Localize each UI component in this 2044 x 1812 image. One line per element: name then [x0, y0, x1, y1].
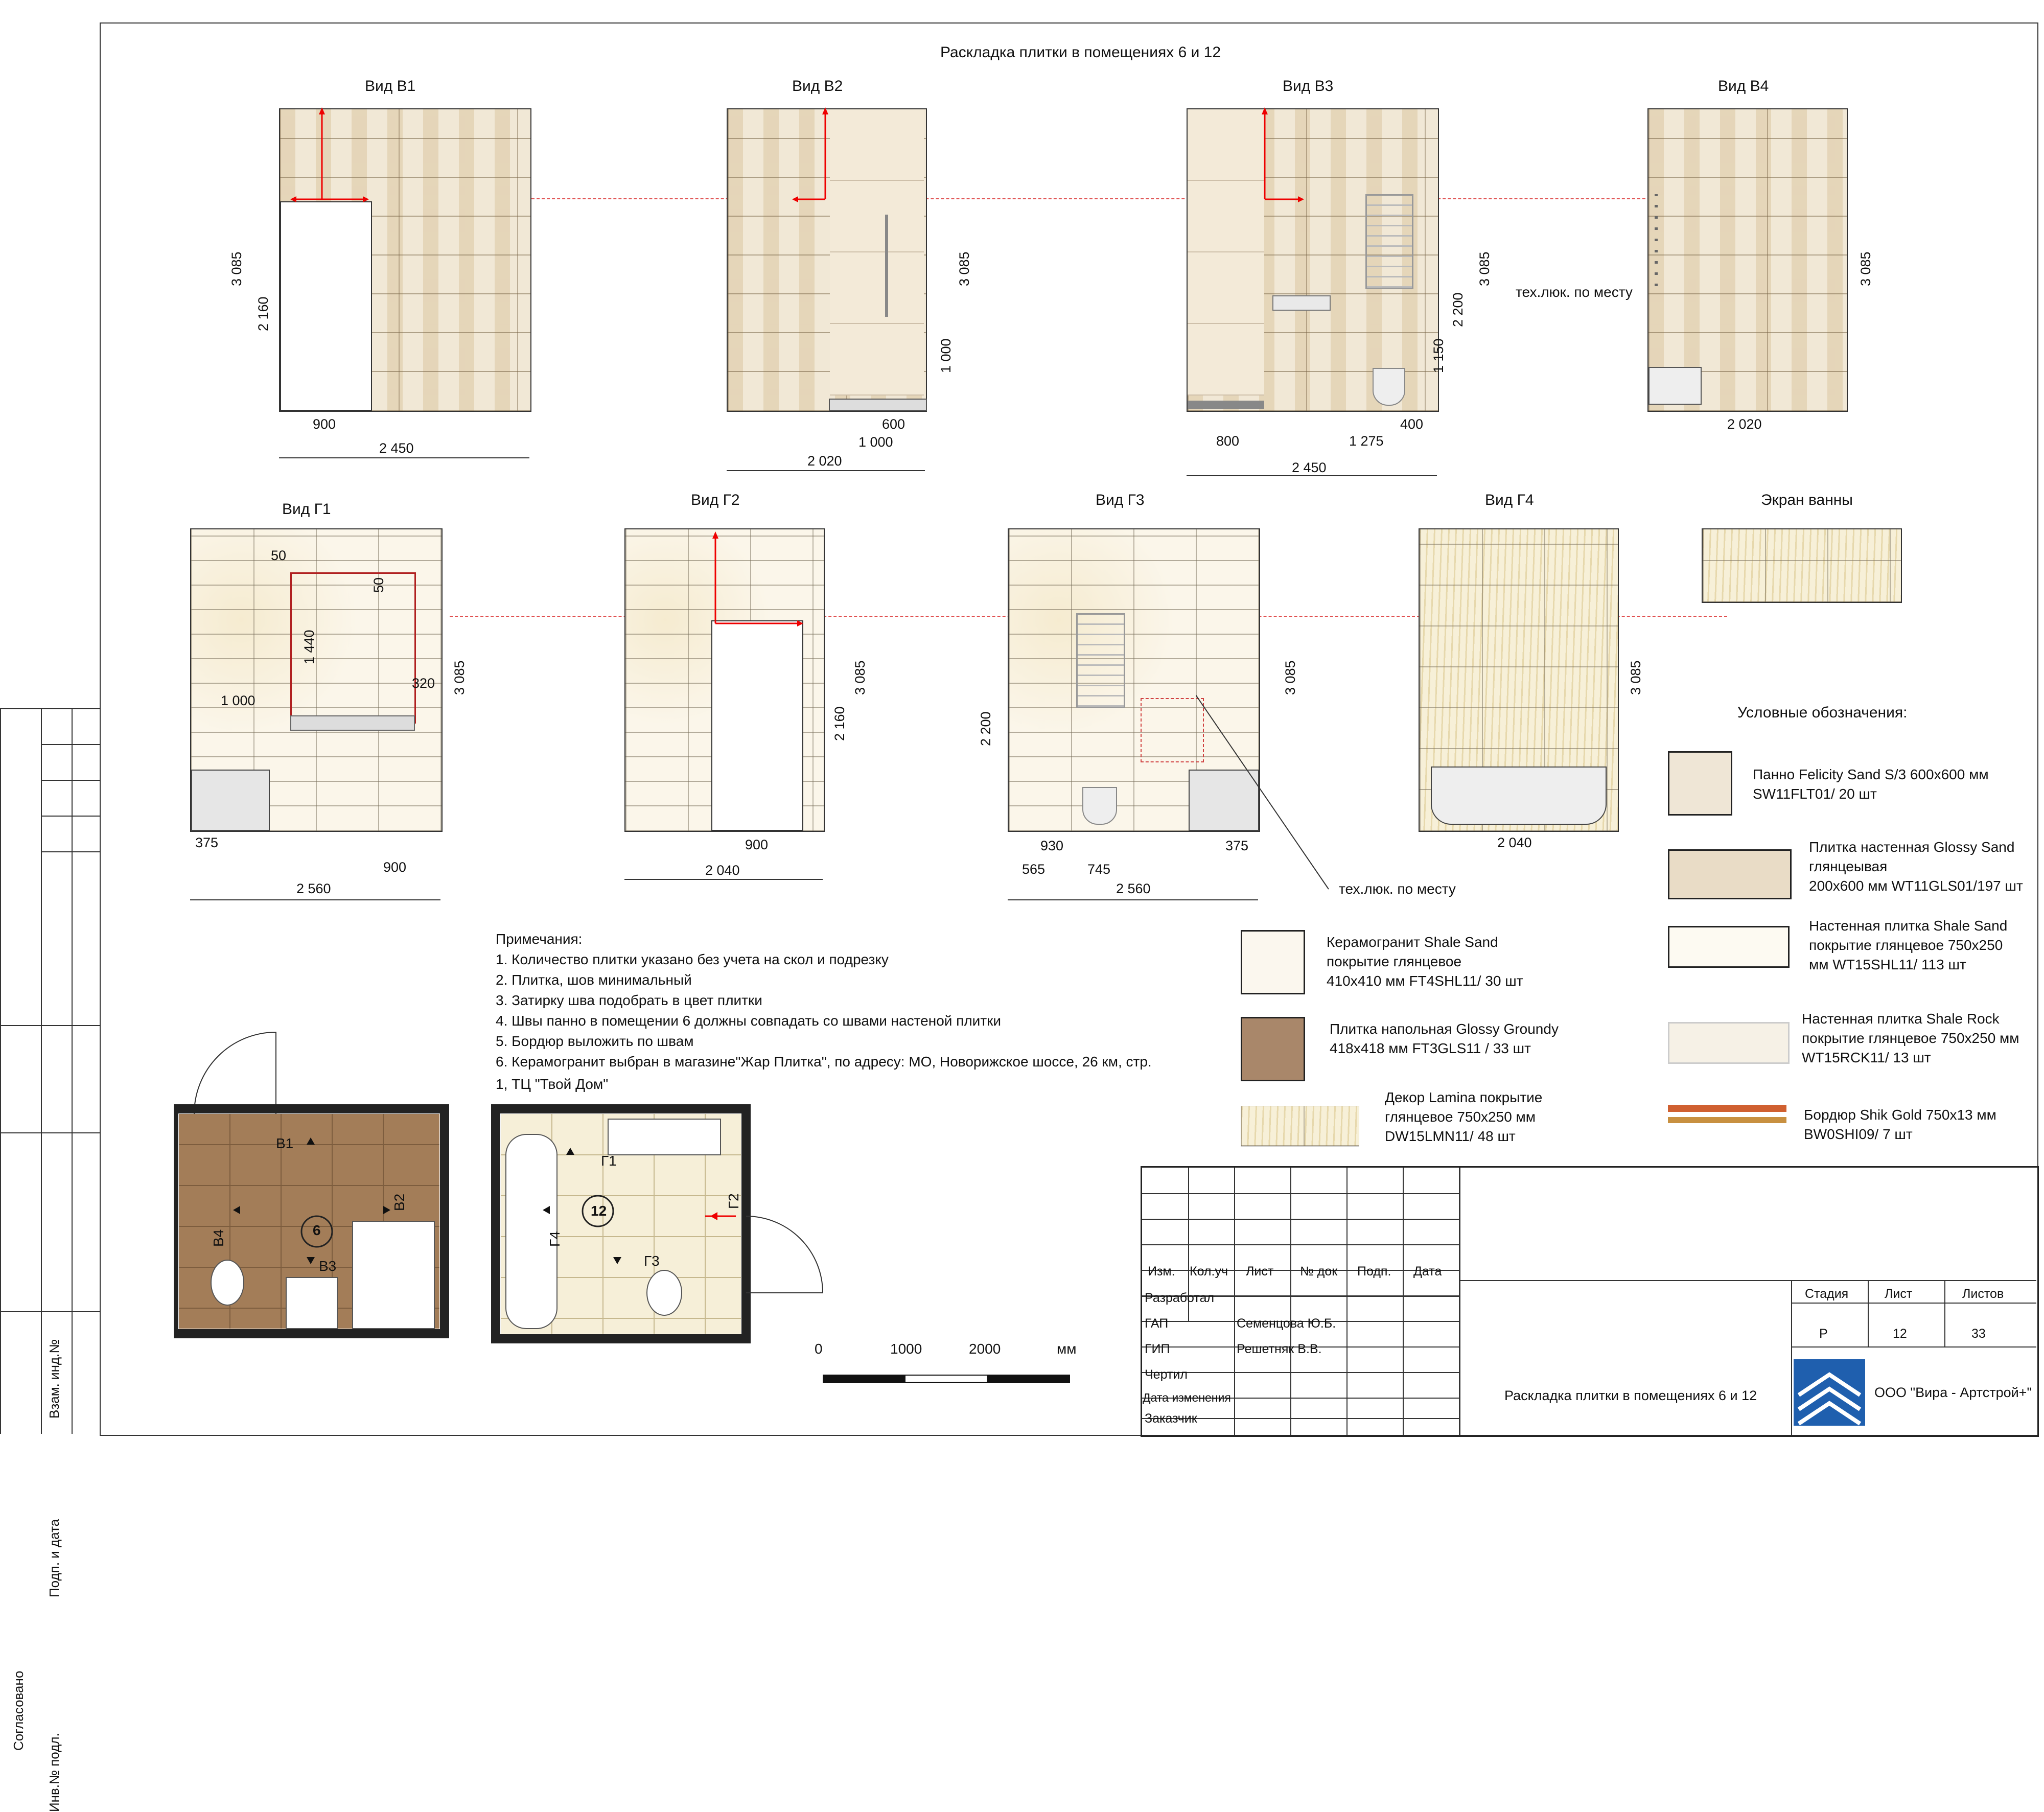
view-b3-dim-1150: 1 150 [1431, 338, 1446, 373]
view-g3-dim-height: 3 085 [1283, 660, 1298, 695]
view-b2-dimline [727, 470, 925, 471]
scale-tick-1000: 1000 [890, 1341, 922, 1357]
view-b4-wall [1647, 108, 1848, 412]
level-line-top [526, 198, 1671, 199]
tb-sheet-value: 12 [1893, 1327, 1907, 1341]
view-g1-dim-height: 3 085 [452, 660, 467, 695]
plan6-label-b2: В2 [391, 1193, 407, 1211]
view-b2-dim-width: 2 020 [807, 453, 842, 469]
legend-border-line2: BW0SHI09/ 7 шт [1804, 1126, 1913, 1142]
legend-glossy-line1: Плитка настенная Glossy Sand [1809, 839, 2015, 855]
view-b3-sink [1272, 295, 1331, 311]
view-g4-title: Вид Г4 [1485, 492, 1534, 508]
plan12-room-number: 12 [591, 1203, 607, 1219]
view-b3-arrows [1247, 102, 1308, 204]
tb-name-gap: Семенцова Ю.Б. [1237, 1316, 1336, 1331]
tb-sheet-header: Лист [1885, 1287, 1913, 1301]
view-b3-dimline [1187, 475, 1437, 476]
note-6: 6. Керамогранит выбран в магазине"Жар Плитка", по адресу: МО, Новорижское шоссе, 26 км, стр. [496, 1054, 1152, 1070]
stamp-inventory: Инв.№ подл. [47, 1733, 62, 1812]
view-g1-bidet [191, 770, 270, 831]
tb-role-change-date: Дата изменения [1143, 1391, 1231, 1404]
view-g3-dimline [1008, 899, 1258, 900]
plan6-label-b3: В3 [319, 1258, 337, 1274]
view-g2-dim-door-width: 900 [745, 837, 769, 852]
legend-lamina-line1: Декор Lamina покрытие [1385, 1089, 1543, 1105]
tb-stage-header: Стадия [1805, 1287, 1849, 1301]
view-b4-bidet [1648, 367, 1702, 405]
legend-glossy-line2: глянцеывая [1809, 858, 1888, 874]
side-stamp [0, 708, 100, 1812]
view-b2-dim-shower-height: 1 000 [938, 338, 954, 373]
view-b1-title: Вид В1 [365, 78, 416, 95]
plan12-label-g4: Г4 [547, 1231, 563, 1247]
view-g1-title: Вид Г1 [282, 501, 331, 518]
floor-plan-room-6 [174, 1017, 450, 1344]
tb-role-gap: ГАП [1145, 1316, 1169, 1331]
stamp-agreed: Согласовано [11, 1670, 26, 1751]
view-g3-title: Вид Г3 [1096, 492, 1145, 508]
tb-role-client: Заказчик [1145, 1411, 1197, 1426]
legend-swatch-porcelain [1241, 930, 1305, 994]
view-g1-dim-375: 375 [195, 835, 219, 850]
legend-lamina-line2: глянцевое 750x250 мм [1385, 1109, 1536, 1125]
view-g1-dim-1440: 1 440 [301, 630, 317, 664]
view-g3-dim-2200: 2 200 [978, 711, 993, 746]
legend-shale-rock-line2: покрытие глянцевое 750x250 мм [1802, 1030, 2019, 1046]
legend-shale-rock-line3: WT15RCK11/ 13 шт [1802, 1050, 1931, 1065]
view-g1-dim-50b: 50 [371, 577, 386, 593]
legend-lamina-line3: DW15LMN11/ 48 шт [1385, 1128, 1516, 1144]
view-b1-dim-width: 2 450 [379, 440, 414, 456]
plan6-room-number: 6 [313, 1222, 321, 1238]
view-b3-floor-strip [1188, 401, 1264, 409]
view-g3-dim-565: 565 [1022, 862, 1046, 877]
legend-shale-sand-line2: покрытие глянцевое 750x250 [1809, 937, 2003, 953]
view-g1-dimline [190, 899, 440, 900]
plan12-label-g2: Г2 [726, 1193, 741, 1209]
view-b2-title: Вид В2 [792, 78, 843, 95]
view-g3-dim-375: 375 [1225, 838, 1249, 853]
view-screen-panel [1702, 528, 1902, 603]
legend-shale-sand-line3: мм WT15SHL11/ 113 шт [1809, 957, 1966, 972]
legend-swatch-glossy-sand [1668, 849, 1792, 899]
view-g1-counter [290, 715, 415, 731]
view-g3-note: тех.люк. по месту [1339, 881, 1456, 897]
tb-header-izm: Изм. [1148, 1264, 1175, 1279]
company-logo [1794, 1359, 1865, 1426]
legend-panno-line2: SW11FLT01/ 20 шт [1753, 786, 1877, 802]
scale-unit: мм [1057, 1341, 1077, 1357]
view-g3-towel-rail [1076, 613, 1125, 708]
tb-role-developer: Разработал [1145, 1291, 1215, 1305]
view-b3-dim-1275: 1 275 [1349, 433, 1384, 449]
view-b1-dim-height: 3 085 [229, 251, 244, 286]
view-b4-dim-height: 3 085 [1858, 251, 1873, 286]
legend-swatch-border-gold-2 [1668, 1117, 1786, 1123]
legend-title: Условные обозначения: [1737, 704, 1908, 721]
view-g3-dim-width: 2 560 [1116, 881, 1151, 896]
view-b2-arrows [792, 102, 853, 204]
view-b3-dim-height: 3 085 [1477, 251, 1492, 286]
view-b3-title: Вид В3 [1283, 78, 1334, 95]
view-b3-dim-2200: 2 200 [1450, 292, 1466, 327]
view-b3-note: тех.люк. по месту [1516, 284, 1633, 300]
tb-header-kol: Кол.уч [1190, 1264, 1228, 1279]
view-b1-arrows [286, 102, 378, 204]
legend-swatch-shale-rock [1668, 1022, 1790, 1064]
view-b2-dim-tray: 600 [882, 416, 905, 432]
tb-sheet-name: Раскладка плитки в помещениях 6 и 12 [1504, 1388, 1757, 1403]
tb-sheets-value: 33 [1971, 1327, 1986, 1341]
legend-swatch-lamina [1241, 1106, 1359, 1147]
view-b3-dim-width: 2 450 [1292, 460, 1327, 475]
view-g3-toilet [1082, 787, 1117, 825]
tb-stage-value: Р [1819, 1327, 1828, 1341]
tb-header-date: Дата [1413, 1264, 1442, 1279]
tb-company: ООО "Вира - Артстрой+" [1874, 1385, 2032, 1400]
view-b2-shower-rail [885, 215, 888, 317]
view-b3-dim-400: 400 [1400, 416, 1424, 432]
view-g4-dim-height: 3 085 [1628, 660, 1643, 695]
view-b3-toilet [1373, 368, 1405, 406]
scale-bar [823, 1375, 1070, 1383]
note-3: 3. Затирку шва подобрать в цвет плитки [496, 992, 762, 1008]
scale-tick-0: 0 [815, 1341, 823, 1357]
view-g1-dim-320: 320 [412, 676, 435, 691]
view-b2-shower-tray [829, 399, 927, 411]
tb-sheets-header: Листов [1962, 1287, 2004, 1301]
tb-header-doc: № док [1300, 1264, 1338, 1279]
legend-shale-sand-line1: Настенная плитка Shale Sand [1809, 918, 2008, 934]
view-g3-leader [1196, 695, 1349, 899]
view-g2-dim-door-height: 2 160 [832, 706, 847, 741]
plan12-label-g1: Г1 [601, 1153, 617, 1169]
view-b3-dim-800: 800 [1216, 433, 1240, 449]
scale-tick-2000: 2000 [969, 1341, 1001, 1357]
view-g3-dim-930: 930 [1040, 838, 1064, 853]
tb-header-list: Лист [1246, 1264, 1274, 1279]
legend-porcelain-line2: покрытие глянцевое [1327, 954, 1462, 969]
view-g2-dim-height: 3 085 [852, 660, 868, 695]
note-6-cont: 1, ТЦ "Твой Дом" [496, 1076, 609, 1092]
legend-border-line1: Бордюр Shik Gold 750x13 мм [1804, 1107, 1996, 1123]
legend-swatch-border-gold [1668, 1105, 1786, 1112]
view-g3-hatch [1141, 698, 1204, 762]
view-b1-door [280, 201, 372, 411]
legend-groundy-line1: Плитка напольная Glossy Groundy [1330, 1021, 1559, 1037]
view-g2-door [711, 620, 803, 831]
view-b1-dim-door-height: 2 160 [256, 296, 271, 331]
legend-swatch-groundy [1241, 1017, 1305, 1081]
view-screen-title: Экран ванны [1761, 492, 1853, 508]
view-g3-dim-745: 745 [1087, 862, 1111, 877]
legend-porcelain-line1: Керамогранит Shale Sand [1327, 934, 1498, 950]
view-b4-dots [1655, 194, 1658, 286]
legend-panno-line1: Панно Felicity Sand S/3 600x600 мм [1753, 766, 1989, 782]
view-b4-dim-width: 2 020 [1727, 416, 1762, 432]
legend-groundy-line2: 418x418 мм FT3GLS11 / 33 шт [1330, 1040, 1531, 1056]
plan12-label-g3: Г3 [644, 1253, 660, 1269]
view-g2-title: Вид Г2 [691, 492, 740, 508]
note-5: 5. Бордюр выложить по швам [496, 1033, 694, 1049]
view-b4-title: Вид В4 [1718, 78, 1769, 95]
view-g2-dimline [624, 879, 823, 880]
page-title: Раскладка плитки в помещениях 6 и 12 [940, 44, 1221, 61]
note-4: 4. Швы панно в помещении 6 должны совпадать со швами настеной плитки [496, 1013, 1002, 1029]
plan6-label-b1: В1 [276, 1135, 294, 1151]
note-heading: Примечания: [496, 931, 583, 947]
plan6-label-b4: В4 [211, 1229, 226, 1247]
tb-role-gip: ГИП [1145, 1342, 1170, 1356]
tb-header-sign: Подп. [1357, 1264, 1391, 1279]
note-2: 2. Плитка, шов минимальный [496, 972, 692, 988]
tb-name-gip: Решетняк В.В. [1237, 1342, 1322, 1356]
legend-shale-rock-line1: Настенная плитка Shale Rock [1802, 1011, 2000, 1027]
stamp-sign-date: Подп. и дата [47, 1519, 62, 1597]
legend-glossy-line3: 200x600 мм WT11GLS01/197 шт [1809, 878, 2023, 894]
view-g2-dim-width: 2 040 [705, 863, 740, 878]
view-g4-bath [1431, 766, 1607, 825]
view-b2-dim-height: 3 085 [957, 251, 972, 286]
view-g2-arrows [705, 526, 807, 629]
view-g1-dim-50a: 50 [271, 548, 287, 563]
legend-swatch-panno [1668, 751, 1732, 816]
stamp-replace: Взам. инд.№ [47, 1339, 62, 1419]
view-g1-dim-900: 900 [383, 859, 407, 875]
view-g4-dim-width: 2 040 [1497, 835, 1532, 850]
floor-plan-room-12 [491, 1104, 838, 1349]
note-1: 1. Количество плитки указано без учета на скол и подрезку [496, 951, 889, 967]
view-b3-towel-rail [1365, 194, 1413, 289]
tb-role-drafter: Чертил [1145, 1367, 1188, 1382]
view-b2-dim-tray-full: 1 000 [858, 434, 893, 450]
legend-swatch-shale-sand-wall [1668, 926, 1790, 968]
view-g1-dim-1000: 1 000 [221, 693, 256, 708]
view-b1-dimline [279, 457, 529, 458]
view-b1-dim-door-width: 900 [313, 416, 336, 432]
view-g1-dim-width: 2 560 [296, 881, 331, 896]
legend-porcelain-line3: 410x410 мм FT4SHL11/ 30 шт [1327, 973, 1523, 989]
